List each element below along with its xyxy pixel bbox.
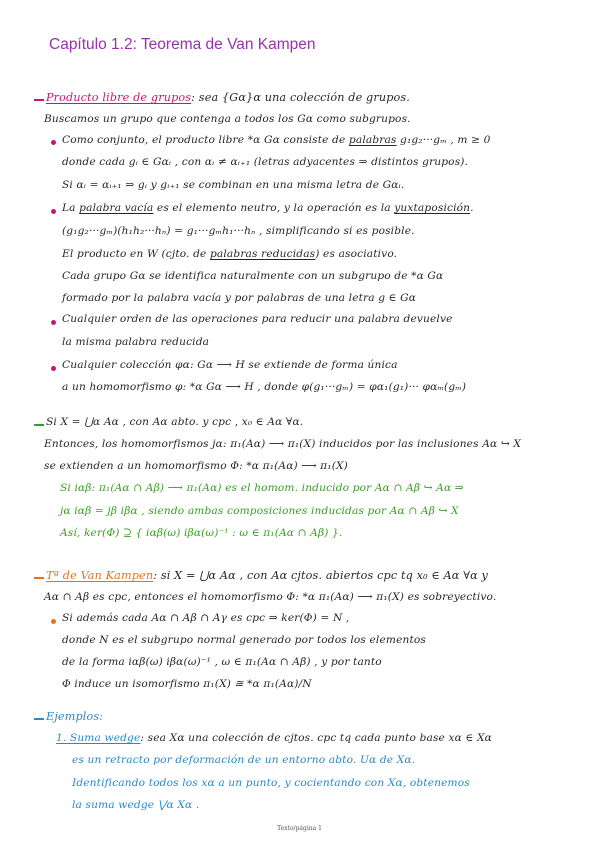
- section-heading-van-kampen: [46, 569, 488, 582]
- text-line: Si X = ⋃α Aα , con Aα abto. y cpc , x₀ ∈ Aα ∀α.: [46, 416, 304, 428]
- text-span: Como conjunto, el producto libre *α Gα consiste de: [62, 134, 349, 146]
- text-line: donde cada gᵢ ∈ Gαᵢ , con αᵢ ≠ αᵢ₊₁ (letras adyacentes ⇒ distintos grupos).: [62, 156, 469, 168]
- text-line: donde N es el subgrupo normal generado por todos los elementos: [62, 634, 426, 646]
- bullet-dot: [51, 209, 56, 214]
- text-line: se extienden a un homomorfismo Φ: *α π₁(Aα) ⟶ π₁(X): [44, 460, 348, 472]
- text-line: Buscamos un grupo que contenga a todos los Gα como subgrupos.: [44, 113, 411, 125]
- page-footer: Texto/página 1: [277, 825, 322, 832]
- section-dash: [34, 424, 44, 426]
- text-span: ) es asociativo.: [315, 248, 398, 260]
- bullet-line: Si además cada Aα ∩ Aβ ∩ Aγ es cpc ⇒ ker(Φ) = N ,: [62, 612, 350, 624]
- bullet-dot: [51, 619, 56, 624]
- underlined-term: yuxtaposición: [394, 202, 471, 214]
- section-dash: [34, 577, 44, 579]
- text-span: : sea Xα una colección de cjtos. cpc tq cada punto base xα ∈ Xα: [140, 732, 492, 744]
- text-line: Si αᵢ = αᵢ₊₁ ⇒ gᵢ y gᵢ₊₁ se combinan en una misma letra de Gαᵢ.: [62, 179, 405, 191]
- text-line: [62, 248, 397, 260]
- heading-text: Producto libre de grupos: [46, 91, 192, 104]
- text-span: .: [470, 202, 474, 214]
- bullet-line: Cualquier orden de las operaciones para reducir una palabra devuelve: [62, 313, 453, 325]
- underlined-term: palabra vacía: [79, 202, 154, 214]
- example-line: [56, 732, 492, 744]
- heading-rest: : si X = ⋃α Aα , con Aα cjtos. abiertos cpc tq x₀ ∈ Aα ∀α y: [153, 569, 488, 582]
- text-line: Cada grupo Gα se identifica naturalmente con un subgrupo de *α Gα: [62, 270, 444, 282]
- section-dash: [34, 718, 44, 720]
- heading-rest: : sea {Gα}α una colección de grupos.: [191, 91, 411, 104]
- section-heading-examples: Ejemplos:: [46, 710, 104, 723]
- bullet-line: [62, 202, 474, 214]
- page-title: Capítulo 1.2: Teorema de Van Kampen: [49, 36, 316, 53]
- text-line: a un homomorfismo φ: *α Gα ⟶ H , donde φ(g₁···gₘ) = φα₁(g₁)··· φαₘ(gₘ): [62, 381, 467, 393]
- bullet-line: [62, 134, 491, 146]
- text-line-blue: la suma wedge ⋁α Xα .: [72, 799, 200, 811]
- underlined-term: palabras reducidas: [209, 248, 316, 260]
- text-line: Φ induce un isomorfismo π₁(X) ≅ *α π₁(Aα)/N: [62, 678, 312, 690]
- text-line-green: jα iαβ = jβ iβα , siendo ambas composiciones inducidas por Aα ∩ Aβ ↪ X: [60, 505, 459, 517]
- bullet-dot: [51, 140, 56, 145]
- text-line: formado por la palabra vacía y por palabras de una letra g ∈ Gα: [62, 292, 417, 304]
- text-span: g₁g₂···gₘ , m ≥ 0: [396, 134, 491, 146]
- section-heading-free-product: [46, 91, 410, 104]
- text-span: El producto en W (cjto. de: [62, 248, 210, 260]
- text-span: es el elemento neutro, y la operación es la: [153, 202, 395, 214]
- text-line: Aα ∩ Aβ es cpc, entonces el homomorfismo Φ: *α π₁(Aα) ⟶ π₁(X) es sobreyectivo.: [44, 591, 497, 603]
- heading-text: Tª de Van Kampen: [46, 569, 154, 582]
- bullet-line: Cualquier colección φα: Gα ⟶ H se extiende de forma única: [62, 359, 398, 371]
- section-dash: [34, 99, 44, 101]
- text-line-green: Así, ker(Φ) ⊇ { iαβ(ω) iβα(ω)⁻¹ : ω ∈ π₁(Aα ∩ Aβ) }.: [60, 527, 343, 539]
- text-line-green: Si iαβ: π₁(Aα ∩ Aβ) ⟶ π₁(Aα) es el homom. inducido por Aα ∩ Aβ ↪ Aα ⇒: [60, 482, 464, 494]
- underlined-term: palabras: [348, 134, 397, 146]
- text-span: La: [62, 202, 80, 214]
- text-line: de la forma iαβ(ω) iβα(ω)⁻¹ , ω ∈ π₁(Aα ∩ Aβ) , y por tanto: [62, 656, 382, 668]
- text-line: (g₁g₂···gₘ)(h₁h₂···hₙ) = g₁···gₘh₁···hₙ , simplificando si es posible.: [62, 225, 415, 237]
- text-line: la misma palabra reducida: [62, 336, 210, 348]
- text-line-blue: Identificando todos los xα a un punto, y cocientando con Xα, obtenemos: [72, 777, 470, 789]
- text-line-blue: es un retracto por deformación de un entorno abto. Uα de Xα.: [72, 754, 416, 766]
- text-line: Entonces, los homomorfismos jα: π₁(Aα) ⟶ π₁(X) inducidos por las inclusiones Aα ↪ X: [44, 438, 522, 450]
- bullet-dot: [51, 320, 56, 325]
- example-label: 1. Suma wedge: [56, 732, 141, 744]
- bullet-dot: [51, 366, 56, 371]
